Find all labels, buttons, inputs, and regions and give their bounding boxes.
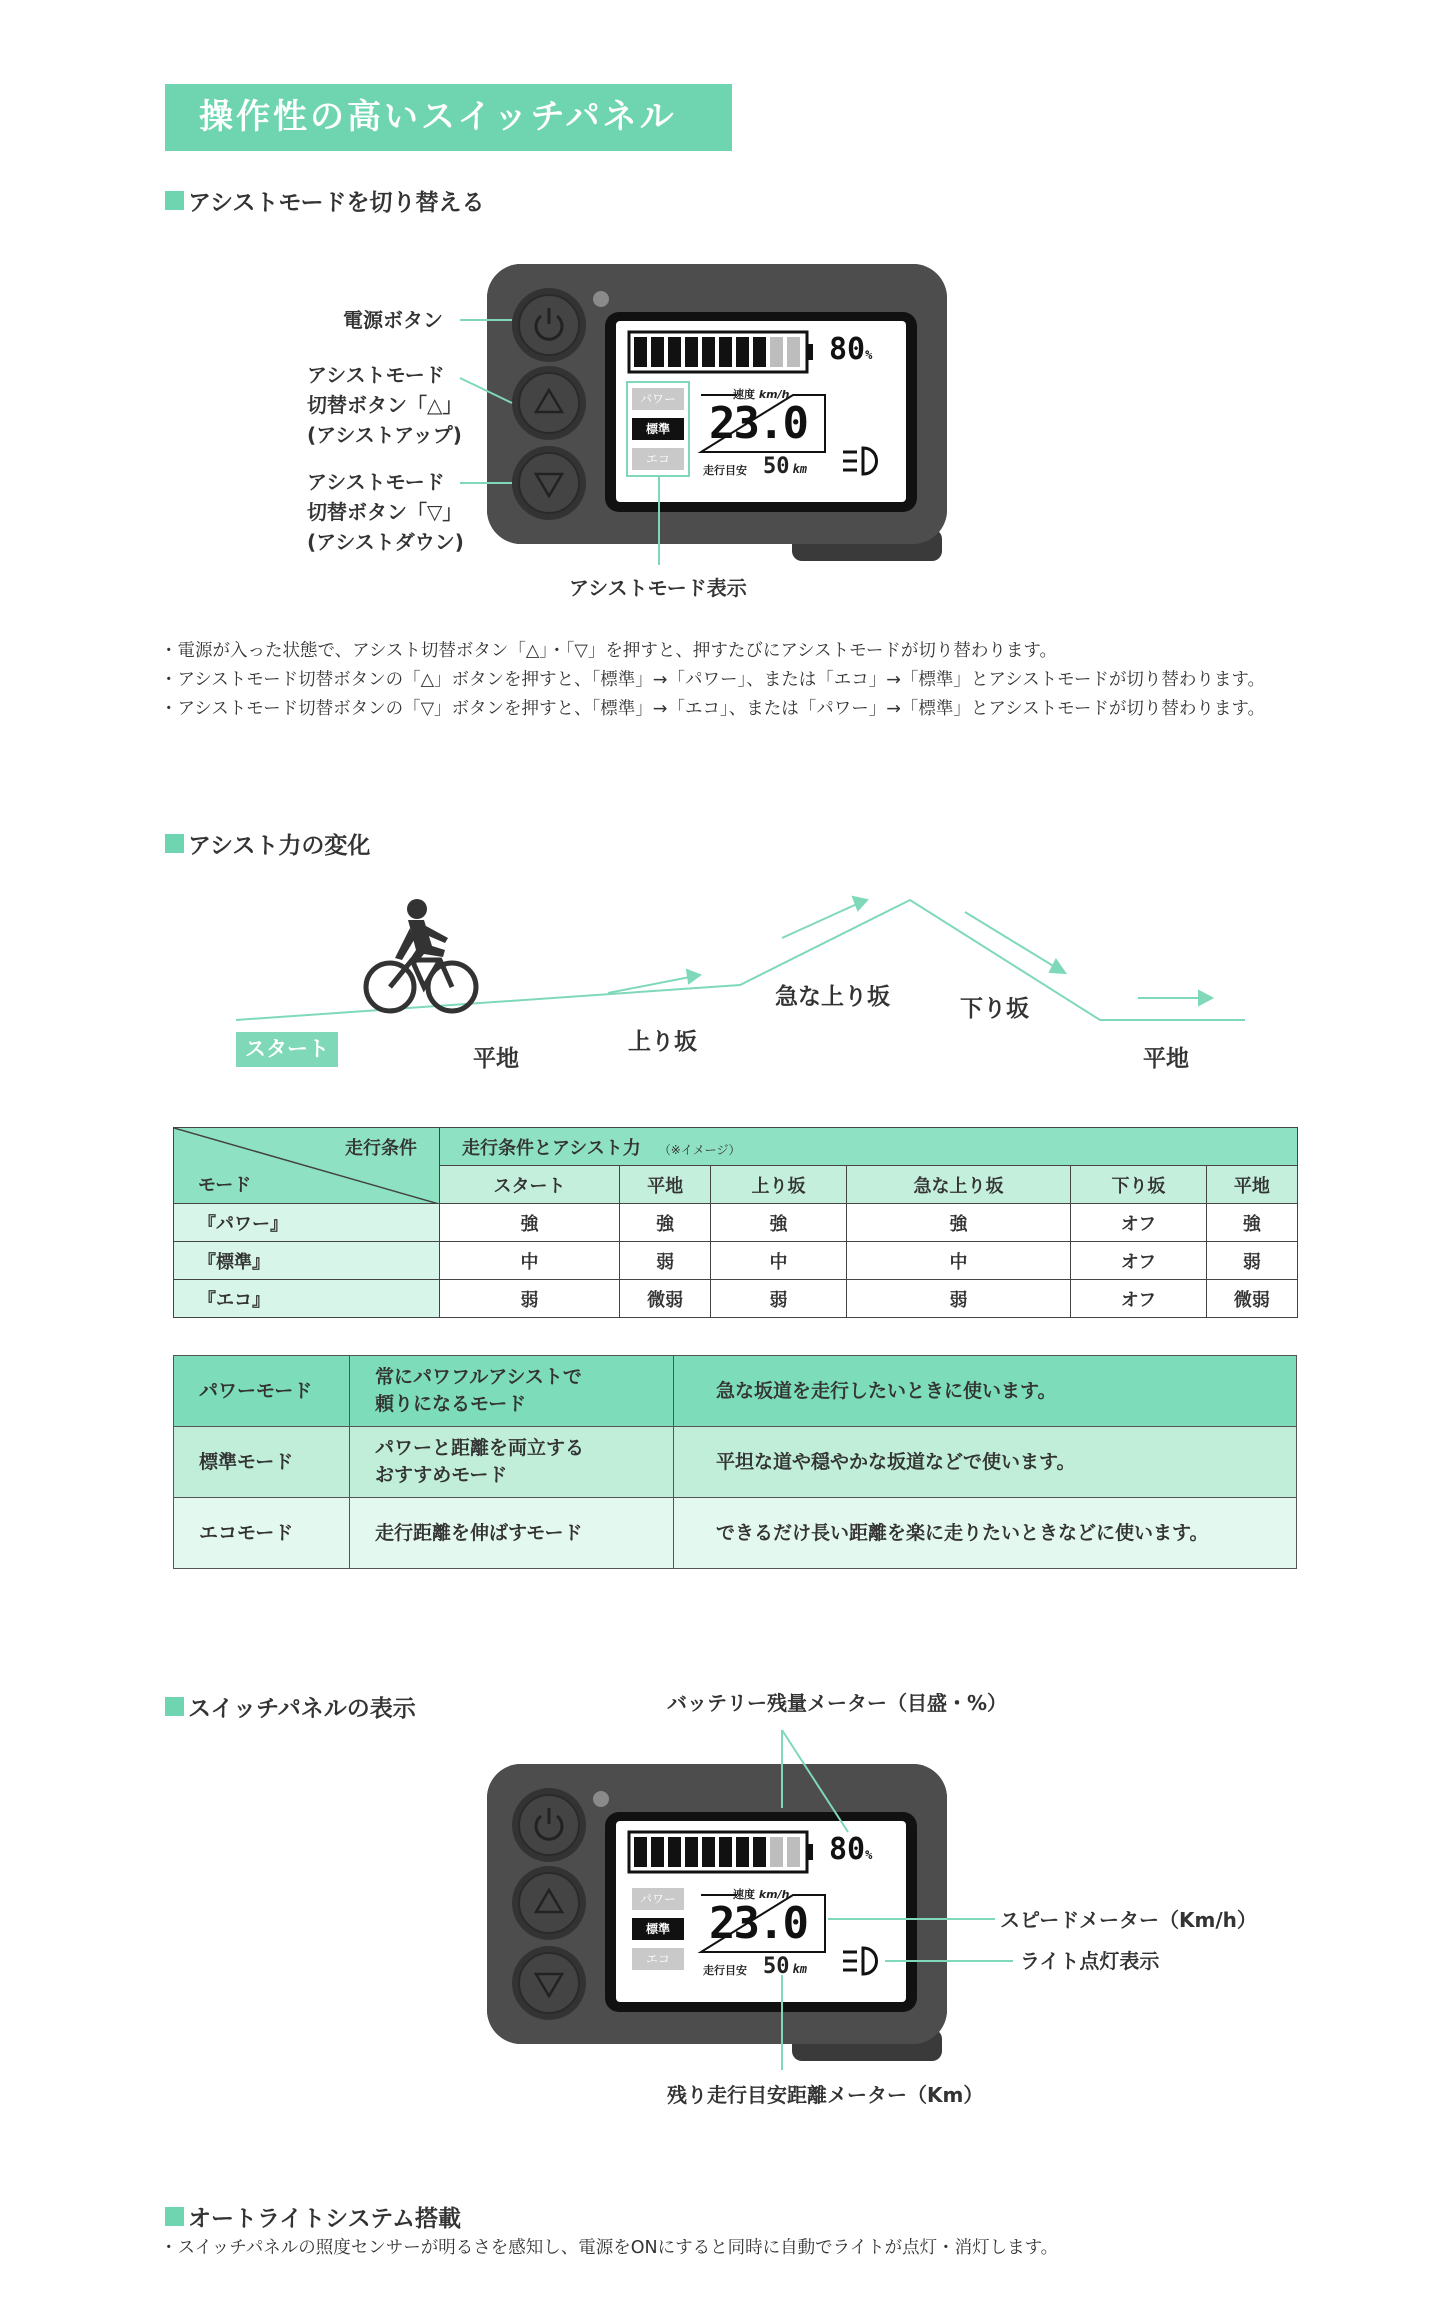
mode-eco: エコ — [645, 1952, 670, 1966]
column-header: 下り坂 — [1071, 1166, 1207, 1204]
mode-standard: 標準 — [645, 422, 670, 436]
mode-name: パワーモード — [174, 1356, 350, 1427]
callout-speedometer: スピードメーター（Km/h） — [1000, 1908, 1257, 1932]
terrain-flat-2: 平地 — [1143, 1046, 1189, 1072]
battery-percent: 80% — [829, 332, 873, 367]
range-value: 50 km — [763, 454, 807, 479]
mode-use: 平坦な道や穏やかな坂道などで使います。 — [674, 1427, 1297, 1498]
table-row — [174, 1356, 1297, 1427]
start-badge: スタート — [236, 1032, 338, 1067]
speed-label: 速度 km/h — [733, 388, 790, 401]
mode-desc: 常にパワフルアシストで 頼りになるモード — [350, 1356, 674, 1427]
range-value: 50 km — [763, 1954, 807, 1979]
mode-desc: 走行距離を伸ばすモード — [350, 1498, 674, 1569]
heading-marker — [165, 834, 184, 853]
terrain-downhill: 下り坂 — [960, 996, 1029, 1022]
section-heading-auto-light: オートライトシステム搭載 — [165, 2200, 461, 2233]
mode-standard: 標準 — [645, 1922, 670, 1936]
cyclist-icon — [366, 960, 476, 1011]
range-label: 走行目安 — [703, 464, 747, 477]
callout-light-indicator: ライト点灯表示 — [1020, 1949, 1160, 1973]
speed-value: 23.0 — [709, 1898, 807, 1949]
table-row — [174, 1498, 1297, 1569]
corner-top-label: 走行条件 — [345, 1138, 417, 1159]
notes-assist-mode: ・電源が入った状態で、アシスト切替ボタン「△」・「▽」を押すと、押すたびにアシストモードが切り替わります。 ・アシストモード切替ボタンの「△」ボタンを押すと、「標準」→「パワー」、または「エコ」→「標準」とアシストモードが切り替わります。 ・アシストモード切替ボタンの「▽」ボタンを押すと、「標準」→「エコ」、または「パワー」→「標準」とアシストモードが切り替わります。 — [160, 641, 1266, 719]
mode-eco: エコ — [645, 452, 670, 466]
page-title: 操作性の高いスイッチパネル — [165, 84, 732, 151]
table-row — [174, 1427, 1297, 1498]
callout-power-button: 電源ボタン — [343, 308, 443, 332]
speed-label: 速度 km/h — [733, 1888, 790, 1901]
callout-down-button: アシストモード 切替ボタン「▽」 (アシストダウン) — [307, 470, 464, 554]
assist-power-table — [173, 1127, 1298, 1318]
mode-power: パワー — [639, 1892, 676, 1906]
mode-description-table — [173, 1355, 1297, 1569]
mode-use: 急な坂道を走行したいときに使います。 — [674, 1356, 1297, 1427]
table-group-header: 走行条件とアシスト力 （※イメージ） — [440, 1128, 1298, 1166]
column-header: 平地 — [1206, 1166, 1297, 1204]
terrain-diagram — [0, 880, 1442, 1100]
terrain-flat-1: 平地 — [473, 1046, 519, 1072]
section-heading-assist-power: アシスト力の変化 — [165, 827, 370, 860]
section-heading-assist-mode: アシストモードを切り替える — [165, 184, 484, 217]
callout-lines-top — [0, 0, 1442, 620]
terrain-steep-uphill: 急な上り坂 — [775, 984, 890, 1010]
section-heading-panel-display: スイッチパネルの表示 — [165, 1690, 416, 1723]
callout-lines-bottom — [0, 1700, 1442, 2100]
terrain-uphill: 上り坂 — [628, 1029, 697, 1055]
cyclist-rider-icon — [395, 899, 448, 966]
speed-value: 23.0 — [709, 398, 807, 449]
column-header: スタート — [440, 1166, 620, 1204]
callout-up-button: アシストモード 切替ボタン「△」 (アシストアップ) — [307, 363, 463, 447]
mode-use: できるだけ長い距離を楽に走りたいときなどに使います。 — [674, 1498, 1297, 1569]
note-auto-light: ・スイッチパネルの照度センサーが明るさを感知し、電源をONにすると同時に自動でライトが点灯・消灯します。 — [160, 2238, 1059, 2258]
callout-range-meter: 残り走行目安距離メーター（Km） — [667, 2083, 984, 2107]
mode-name: 標準モード — [174, 1427, 350, 1498]
mode-desc: パワーと距離を両立する おすすめモード — [350, 1427, 674, 1498]
callout-battery-meter: バッテリー残量メーター（目盛・%） — [667, 1691, 1008, 1715]
column-header: 上り坂 — [711, 1166, 847, 1204]
table-corner — [174, 1128, 440, 1204]
mode-name: エコモード — [174, 1498, 350, 1569]
column-header: 急な上り坂 — [846, 1166, 1070, 1204]
table-row: 『標準』 中 弱 中 中 オフ 弱 — [174, 1242, 1298, 1280]
mode-power: パワー — [639, 392, 676, 406]
callout-mode-display: アシストモード表示 — [569, 576, 747, 600]
heading-marker — [165, 2207, 184, 2226]
corner-bottom-label: モード — [198, 1175, 252, 1196]
battery-percent: 80% — [829, 1832, 873, 1867]
range-label: 走行目安 — [703, 1964, 747, 1977]
column-header: 平地 — [619, 1166, 710, 1204]
table-row: 『エコ』 弱 微弱 弱 弱 オフ 微弱 — [174, 1280, 1298, 1318]
table-row: 『パワー』 強 強 強 強 オフ 強 — [174, 1204, 1298, 1242]
